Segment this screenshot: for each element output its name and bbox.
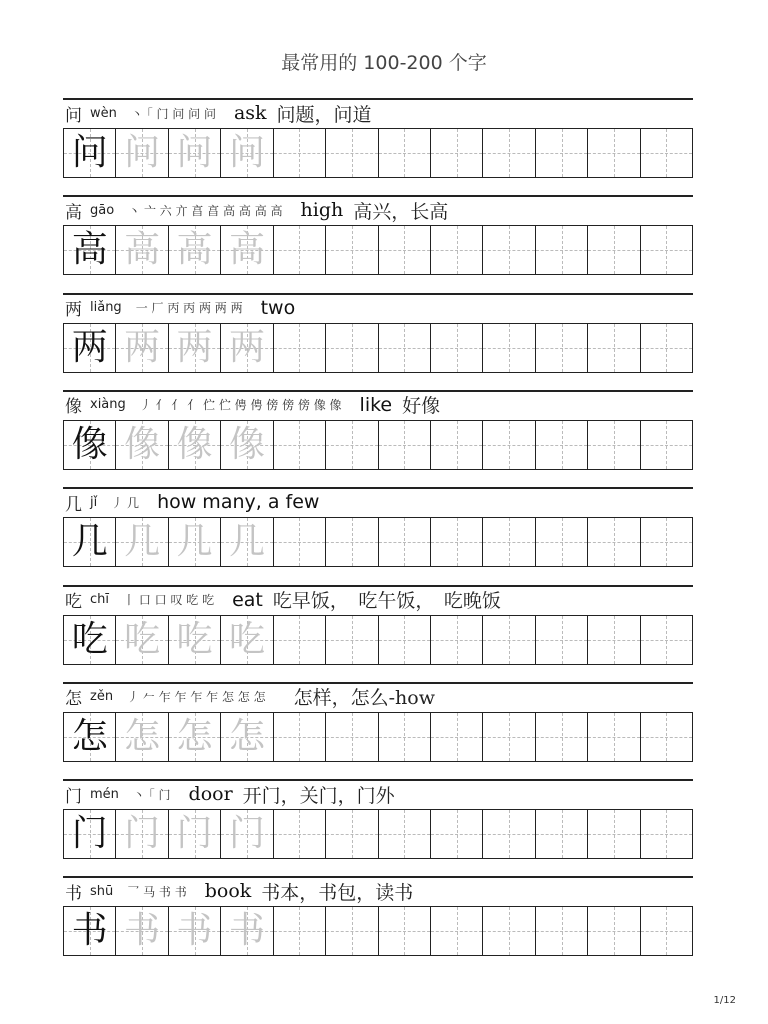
- practice-cell[interactable]: [116, 809, 168, 859]
- practice-cell[interactable]: [588, 517, 640, 567]
- practice-cell[interactable]: [379, 128, 431, 178]
- trace-character: 像: [176, 423, 213, 465]
- practice-cell[interactable]: [641, 712, 693, 762]
- practice-cell[interactable]: [221, 712, 273, 762]
- trace-character: 门: [176, 813, 213, 855]
- practice-cell[interactable]: [379, 615, 431, 665]
- trace-character: 门: [124, 813, 161, 855]
- trace-character: 问: [124, 132, 161, 173]
- practice-cell[interactable]: [326, 615, 378, 665]
- practice-cell[interactable]: [483, 517, 535, 567]
- entry-meaning: book: [204, 880, 252, 903]
- entry-pinyin: chī: [90, 592, 109, 607]
- trace-character: 两: [176, 326, 213, 368]
- practice-cell[interactable]: [536, 615, 588, 665]
- entry-meaning: like: [359, 393, 393, 416]
- practice-cell[interactable]: [588, 420, 640, 470]
- practice-cell[interactable]: [221, 809, 273, 859]
- practice-cell[interactable]: [588, 906, 640, 956]
- trace-character: 问: [176, 132, 213, 173]
- model-character: 高: [71, 229, 108, 271]
- trace-character: 两: [228, 326, 265, 368]
- practice-cell[interactable]: [326, 225, 378, 275]
- entry-character: 几: [65, 494, 82, 515]
- entry-header: [65, 878, 691, 904]
- entry-meaning: eat: [232, 588, 263, 611]
- practice-cell[interactable]: [221, 225, 273, 275]
- practice-cell[interactable]: [274, 809, 326, 859]
- practice-cell[interactable]: [588, 615, 640, 665]
- practice-cell[interactable]: [588, 809, 640, 859]
- entry-examples: 书本，书包，读书: [261, 881, 414, 904]
- practice-cell[interactable]: [641, 323, 693, 373]
- practice-cell[interactable]: [64, 323, 116, 373]
- practice-cell[interactable]: [64, 906, 116, 956]
- entry-stroke-order: 丨 口 口 叹 吃 吃: [123, 593, 215, 607]
- model-character: 书: [71, 910, 108, 952]
- practice-cell[interactable]: [326, 906, 378, 956]
- trace-character: 高: [176, 229, 213, 271]
- trace-character: 几: [176, 521, 213, 563]
- practice-cell[interactable]: [431, 712, 483, 762]
- trace-character: 两: [124, 326, 161, 368]
- practice-grid: [63, 517, 693, 567]
- practice-cell[interactable]: [169, 809, 221, 859]
- practice-cell[interactable]: [116, 323, 168, 373]
- practice-cell[interactable]: [274, 712, 326, 762]
- page-title: 最常用的 100-200 个字: [281, 52, 487, 74]
- practice-cell[interactable]: [116, 615, 168, 665]
- practice-cell[interactable]: [274, 128, 326, 178]
- practice-cell[interactable]: [641, 225, 693, 275]
- model-character: 门: [71, 813, 108, 855]
- practice-cell[interactable]: [274, 517, 326, 567]
- practice-grid: [63, 323, 693, 373]
- practice-cell[interactable]: [483, 128, 535, 178]
- practice-cell[interactable]: [483, 809, 535, 859]
- model-character: 吃: [71, 618, 108, 660]
- entry-pinyin: shū: [90, 883, 114, 899]
- practice-cell[interactable]: [431, 906, 483, 956]
- practice-cell[interactable]: [536, 906, 588, 956]
- trace-character: 几: [124, 521, 161, 563]
- practice-cell[interactable]: [274, 420, 326, 470]
- entry-character: 书: [65, 883, 82, 904]
- entry-character: 问: [65, 105, 82, 126]
- trace-character: 书: [228, 910, 265, 952]
- entry-examples: 开门，关门，门外: [242, 784, 395, 807]
- practice-cell[interactable]: [379, 906, 431, 956]
- practice-cell[interactable]: [326, 809, 378, 859]
- practice-cell[interactable]: [536, 225, 588, 275]
- trace-character: 高: [124, 229, 161, 271]
- trace-character: 吃: [176, 618, 213, 660]
- practice-cell[interactable]: [483, 225, 535, 275]
- practice-grid: [63, 225, 693, 275]
- practice-grid: [63, 420, 693, 470]
- entry-character: 像: [65, 397, 82, 418]
- model-character: 几: [71, 521, 108, 563]
- practice-cell[interactable]: [169, 420, 221, 470]
- trace-character: 高: [228, 229, 265, 271]
- practice-grid: [63, 128, 693, 178]
- entry-stroke-order: 丶 ｢ 门 问 问 问: [130, 106, 216, 121]
- entry-header: [65, 587, 691, 613]
- entry-pinyin: jǐ: [90, 494, 98, 510]
- practice-cell[interactable]: [483, 420, 535, 470]
- practice-cell[interactable]: [64, 615, 116, 665]
- trace-character: 书: [176, 910, 213, 952]
- practice-cell[interactable]: [116, 906, 168, 956]
- practice-cell[interactable]: [326, 420, 378, 470]
- practice-cell[interactable]: [588, 225, 640, 275]
- entry-stroke-order: 丶 亠 六 亣 亯 亯 高 高 高 高: [128, 203, 283, 218]
- practice-cell[interactable]: [169, 517, 221, 567]
- entry-character: 怎: [65, 689, 82, 710]
- entry-character: 门: [65, 786, 82, 807]
- practice-cell[interactable]: [641, 906, 693, 956]
- practice-cell[interactable]: [274, 225, 326, 275]
- practice-cell[interactable]: [431, 420, 483, 470]
- practice-cell[interactable]: [221, 517, 273, 567]
- practice-cell[interactable]: [169, 128, 221, 178]
- entry-pinyin: wèn: [90, 105, 117, 121]
- practice-cell[interactable]: [169, 712, 221, 762]
- entry-meaning: how many, a few: [157, 491, 320, 514]
- entry-pinyin: liǎng: [90, 300, 122, 316]
- trace-character: 门: [228, 813, 265, 855]
- practice-cell[interactable]: [64, 225, 116, 275]
- entry-header: [65, 489, 691, 515]
- trace-character: 怎: [176, 715, 213, 757]
- practice-cell[interactable]: [483, 615, 535, 665]
- practice-grid: [63, 712, 693, 762]
- practice-cell[interactable]: [483, 323, 535, 373]
- entry-examples: 好像: [402, 395, 441, 418]
- practice-cell[interactable]: [116, 128, 168, 178]
- practice-cell[interactable]: [641, 420, 693, 470]
- trace-character: 像: [124, 423, 161, 465]
- entry-pinyin: xiàng: [90, 397, 126, 413]
- trace-character: 吃: [228, 618, 265, 660]
- practice-grid: [63, 615, 693, 665]
- practice-cell[interactable]: [64, 712, 116, 762]
- practice-grid: [63, 906, 693, 956]
- model-character: 像: [71, 423, 108, 465]
- entry-meaning: two: [260, 296, 296, 319]
- practice-grid: [63, 809, 693, 859]
- practice-cell[interactable]: [221, 323, 273, 373]
- trace-character: 怎: [228, 715, 265, 757]
- trace-character: 书: [124, 910, 161, 952]
- page-number: 1/12: [713, 995, 736, 1006]
- practice-cell[interactable]: [64, 809, 116, 859]
- practice-cell[interactable]: [431, 225, 483, 275]
- entry-header: [65, 295, 691, 321]
- entry-pinyin: zěn: [90, 689, 114, 705]
- practice-cell[interactable]: [431, 517, 483, 567]
- trace-character: 问: [228, 132, 265, 173]
- entry-header: [65, 197, 691, 223]
- practice-cell[interactable]: [116, 225, 168, 275]
- entry-stroke-order: 一 厂 丙 丙 两 两 两: [135, 301, 243, 316]
- trace-character: 吃: [124, 618, 161, 660]
- entry-examples: 怎样，怎么-how: [293, 687, 435, 710]
- entry-stroke-order: 丿 几: [111, 495, 140, 510]
- practice-cell[interactable]: [326, 323, 378, 373]
- entry-header: [65, 684, 691, 710]
- practice-cell[interactable]: [221, 420, 273, 470]
- practice-cell[interactable]: [169, 906, 221, 956]
- model-character: 问: [71, 132, 108, 173]
- practice-cell[interactable]: [431, 128, 483, 178]
- practice-cell[interactable]: [169, 225, 221, 275]
- model-character: 两: [71, 326, 108, 368]
- practice-cell[interactable]: [274, 615, 326, 665]
- entry-character: 吃: [65, 592, 82, 612]
- practice-cell[interactable]: [431, 323, 483, 373]
- entry-pinyin: mén: [90, 786, 119, 802]
- practice-cell[interactable]: [116, 420, 168, 470]
- practice-cell[interactable]: [221, 615, 273, 665]
- practice-cell[interactable]: [326, 128, 378, 178]
- entry-examples: 吃早饭， 吃午饭， 吃晚饭: [272, 590, 501, 612]
- entry-meaning: ask: [233, 102, 267, 124]
- practice-cell[interactable]: [588, 712, 640, 762]
- practice-cell[interactable]: [641, 517, 693, 567]
- entry-pinyin: gāo: [90, 202, 115, 218]
- practice-cell[interactable]: [536, 809, 588, 859]
- practice-cell[interactable]: [379, 225, 431, 275]
- practice-cell[interactable]: [379, 420, 431, 470]
- practice-cell[interactable]: [326, 517, 378, 567]
- practice-cell[interactable]: [483, 906, 535, 956]
- entry-stroke-order: 丿 亻 亻 亻 伫 伫 俜 俜 傍 傍 傍 像 像: [139, 398, 342, 413]
- practice-cell[interactable]: [326, 712, 378, 762]
- practice-cell[interactable]: [379, 323, 431, 373]
- practice-cell[interactable]: [221, 906, 273, 956]
- entry-header: [65, 392, 691, 418]
- entry-character: 两: [65, 300, 82, 321]
- model-character: 怎: [71, 715, 108, 757]
- practice-cell[interactable]: [536, 128, 588, 178]
- practice-cell[interactable]: [588, 323, 640, 373]
- entry-header: [65, 100, 691, 126]
- practice-cell[interactable]: [536, 323, 588, 373]
- trace-character: 几: [228, 521, 265, 563]
- entry-character: 高: [65, 202, 82, 223]
- practice-cell[interactable]: [64, 420, 116, 470]
- entry-examples: 高兴，长高: [353, 200, 449, 223]
- practice-cell[interactable]: [536, 420, 588, 470]
- practice-cell[interactable]: [379, 809, 431, 859]
- practice-cell[interactable]: [431, 615, 483, 665]
- entry-examples: 问题，问道: [276, 103, 372, 126]
- practice-cell[interactable]: [379, 712, 431, 762]
- practice-cell[interactable]: [641, 128, 693, 178]
- practice-cell[interactable]: [536, 712, 588, 762]
- practice-cell[interactable]: [64, 128, 116, 178]
- practice-cell[interactable]: [379, 517, 431, 567]
- practice-cell[interactable]: [169, 615, 221, 665]
- practice-cell[interactable]: [536, 517, 588, 567]
- practice-cell[interactable]: [221, 128, 273, 178]
- entry-header: [65, 781, 691, 807]
- practice-cell[interactable]: [64, 517, 116, 567]
- practice-cell[interactable]: [641, 615, 693, 665]
- practice-cell[interactable]: [116, 517, 168, 567]
- entry-meaning: door: [188, 783, 233, 806]
- entry-meaning: high: [300, 199, 344, 222]
- practice-cell[interactable]: [431, 809, 483, 859]
- practice-cell[interactable]: [641, 809, 693, 859]
- entry-stroke-order: 丿 𠂉 乍 乍 乍 乍 怎 怎 怎: [127, 690, 266, 705]
- practice-cell[interactable]: [116, 712, 168, 762]
- entry-stroke-order: 乛 马 书 书: [127, 884, 187, 899]
- practice-cell[interactable]: [274, 906, 326, 956]
- practice-cell[interactable]: [588, 128, 640, 178]
- trace-character: 像: [228, 423, 265, 465]
- practice-cell[interactable]: [483, 712, 535, 762]
- entry-stroke-order: 丶 ｢ 门: [132, 787, 171, 802]
- trace-character: 怎: [124, 715, 161, 757]
- practice-cell[interactable]: [169, 323, 221, 373]
- practice-cell[interactable]: [274, 323, 326, 373]
